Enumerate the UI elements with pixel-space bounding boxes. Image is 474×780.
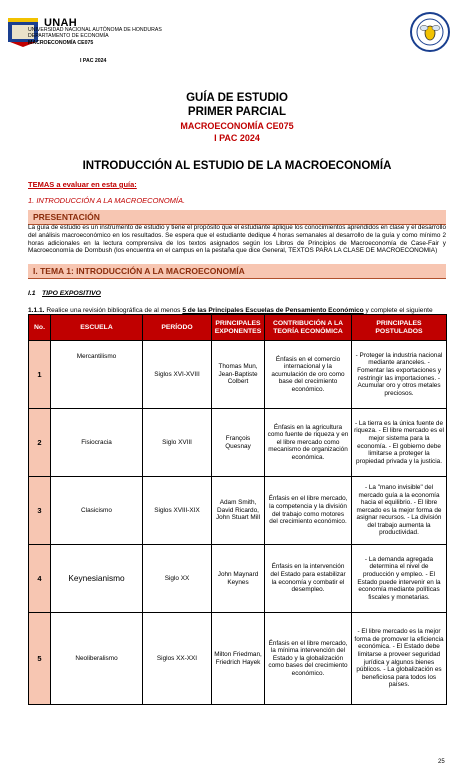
presentacion-bar <box>28 210 446 225</box>
row-periodo: Siglos XVI-XVIII <box>143 341 212 409</box>
table-header-row <box>29 315 447 341</box>
row-escuela: Neoliberalismo <box>51 613 143 705</box>
guide-title: GUÍA DE ESTUDIO <box>186 92 288 104</box>
period-title: I PAC 2024 <box>214 133 260 143</box>
row-periodo: Siglos XVIII-XIX <box>143 477 212 545</box>
header-contribucion: CONTRIBUCIÓN A LA TEORÍA ECONÓMICA <box>265 315 352 341</box>
row-contribucion: Énfasis en el libre mercado, la mínima intervención del Estado y la globalización como bases del crecimiento económico. <box>265 613 352 705</box>
instruction-underlined: 5 de las Principales Escuelas de Pensamiento Económico <box>182 307 364 314</box>
row-exponentes: John Maynard Keynes <box>212 545 265 613</box>
row-contribucion: Énfasis en la agricultura como fuente de riqueza y en el libre mercado como mecanismo de organización económica. <box>265 409 352 477</box>
tipo-expositivo <box>28 290 101 297</box>
row-number: 4 <box>29 545 51 613</box>
row-periodo: Siglo XX <box>143 545 212 613</box>
guide-subtitle: PRIMER PARCIAL <box>187 106 287 118</box>
row-contribucion: Énfasis en el comercio internacional y la acumulación de oro como base del crecimiento económico. <box>265 341 352 409</box>
row-postulados: - El libre mercado es la mejor forma de promover la eficiencia económica. - El Estado debe limitarse a proveer seguridad jurídica y algunos bienes públicos. - La globalización es beneficiosa para todos los países. <box>352 613 447 705</box>
instruction-number: 1.1.1. <box>28 307 45 314</box>
row-postulados: - Proteger la industria nacional mediante aranceles. - Fomentar las exportaciones y restringir las importaciones. - Acumular oro y otros metales preciosos. <box>352 341 447 409</box>
header-periodo: PERÍODO <box>143 315 212 341</box>
page-number: 25 <box>438 759 445 765</box>
row-contribucion: Énfasis en la intervención del Estado para estabilizar la economía y combatir el desempleo. <box>265 545 352 613</box>
row-number: 5 <box>29 613 51 705</box>
row-contribucion: Énfasis en el libre mercado, la competencia y la división del trabajo como motores del crecimiento económico. <box>265 477 352 545</box>
header-no: No. <box>29 315 51 341</box>
economics-seal-logo <box>410 12 450 52</box>
row-postulados: - La demanda agregada determina el nivel de producción y empleo. - El Estado puede intervenir en la economía mediante políticas fiscales y monetarias. <box>352 545 447 613</box>
tipo-label: TIPO EXPOSITIVO <box>42 290 101 297</box>
presentacion-text: La guía de estudio es un instrumento de estudio y tiene el propósito que el estudiante aplique los conocimientos aprendidos en clase y el desarrollo del análisis macroeconómico en los resultados. Se espera que el estudiante dedique 4 horas semanales al desarrollo de la guía y como mínimo 2 horas adicionales en la lectura comprensiva de los textos asignados según los Libros de Principios de Macroeconomía de Case-Fair y Macroeconomía de Dornbush (los encuentra en el campus en la pestaña que dice General, TEXTOS PARA LA CLASE DE MACROECONOMIA) <box>28 224 446 255</box>
university-name: UNIVERSIDAD NACIONAL AUTÓNOMA DE HONDURAS <box>28 27 162 33</box>
table-row <box>29 341 447 409</box>
tema1-bar <box>28 264 446 279</box>
instruction-part-b: y complete el siguiente <box>365 307 433 314</box>
row-escuela: Fisiocracia <box>51 409 143 477</box>
table-row <box>29 477 447 545</box>
row-periodo: Siglos XX-XXI <box>143 613 212 705</box>
row-number: 3 <box>29 477 51 545</box>
header-exponentes: PRINCIPALES EXPONENTES <box>212 315 265 341</box>
tipo-number: I.1 <box>28 290 36 297</box>
schools-table <box>28 314 447 705</box>
main-heading: INTRODUCCIÓN AL ESTUDIO DE LA MACROECONOMÍA <box>82 160 392 172</box>
table-row <box>29 409 447 477</box>
row-exponentes: Adam Smith, David Ricardo, John Stuart Mill <box>212 477 265 545</box>
header-postulados: PRINCIPALES POSTULADOS <box>352 315 447 341</box>
row-escuela: Mercantilismo <box>51 341 143 409</box>
row-escuela: Keynesianismo <box>51 545 143 613</box>
row-exponentes: Thomas Mun, Jean-Baptiste Colbert <box>212 341 265 409</box>
table-row <box>29 545 447 613</box>
temas-item: 1. INTRODUCCIÓN A LA MACROECONOMÍA. <box>28 196 186 205</box>
department-name: DEPARTAMENTO DE ECONOMÍA <box>28 33 109 40</box>
temas-label: TEMAS a evaluar en esta guía: <box>28 180 137 189</box>
row-number: 2 <box>29 409 51 477</box>
presentacion-heading: PRESENTACIÓN <box>33 212 100 222</box>
header-escuela: ESCUELA <box>51 315 143 341</box>
institution-lines <box>28 27 162 46</box>
row-periodo: Siglo XVIII <box>143 409 212 477</box>
row-number: 1 <box>29 341 51 409</box>
course-title: MACROECONOMÍA CE075 <box>180 121 294 131</box>
row-postulados: - La tierra es la única fuente de riqueza. - El libre mercado es el mejor sistema para la economía. - El gobierno debe limitarse a proteger la propiedad privada y la justicia. <box>352 409 447 477</box>
table-row <box>29 613 447 705</box>
header-period: I PAC 2024 <box>80 58 107 64</box>
row-exponentes: François Quesnay <box>212 409 265 477</box>
instruction-part-a: Realice una revisión bibliográfica de al menos <box>44 307 183 314</box>
row-exponentes: Milton Friedman, Friedrich Hayek <box>212 613 265 705</box>
unah-brand: UNAH <box>44 17 77 29</box>
row-postulados: - La "mano invisible" del mercado guía a la economía hacia el equilibrio. - El libre mercado es la mejor forma de asignar recursos. - La división del trabajo aumenta la productividad. <box>352 477 447 545</box>
row-escuela: Clasicismo <box>51 477 143 545</box>
tema1-heading: I. TEMA 1: INTRODUCCIÓN A LA MACROECONOMÍA <box>33 266 245 276</box>
course-code: MACROECONOMÍA CE075 <box>28 39 94 46</box>
